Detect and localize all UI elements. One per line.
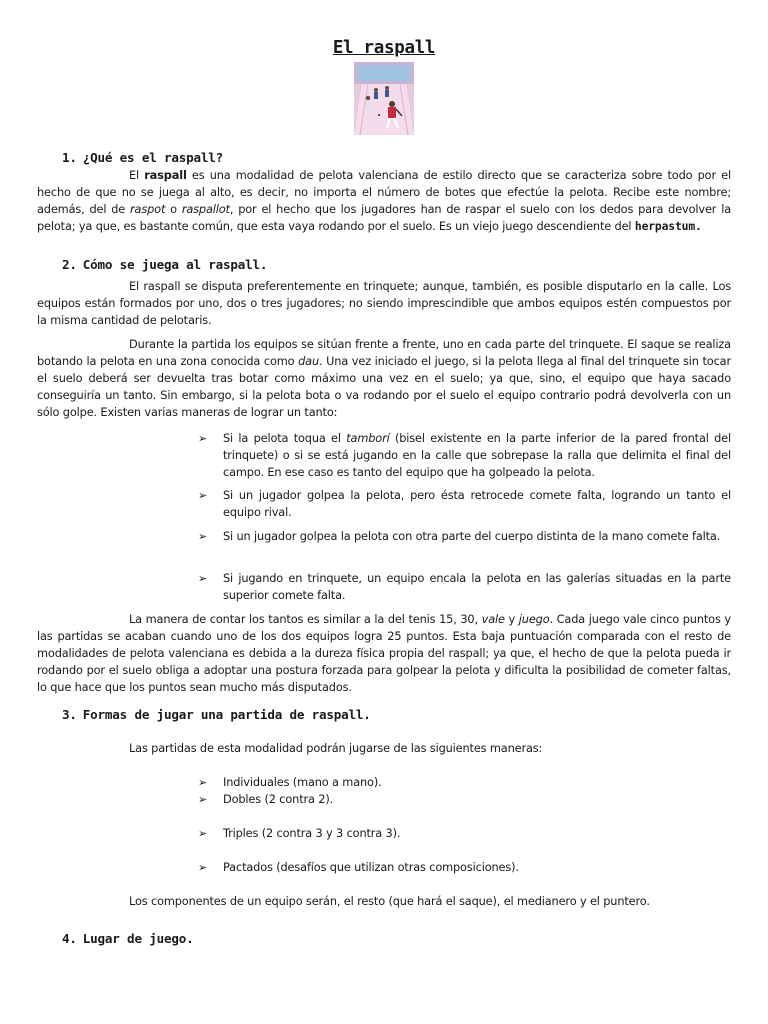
bullet-arrow-icon: ➢ (198, 572, 208, 585)
bullet-arrow-icon: ➢ (198, 793, 208, 806)
section-number: 1. (62, 150, 77, 165)
list-item: ➢ Individuales (mano a mano). (198, 775, 382, 789)
bullet-arrow-icon: ➢ (198, 827, 208, 840)
term-dau: dau (298, 354, 320, 368)
section-number: 3. (62, 707, 77, 722)
section-number: 2. (62, 257, 77, 272)
term-herpastum: herpastum. (634, 219, 702, 233)
document-title: El raspall (332, 38, 436, 58)
bullet-arrow-icon: ➢ (198, 776, 208, 789)
section-heading-2 (62, 257, 267, 272)
section-3-outro: Los componentes de un equipo serán, el resto (que hará el saque), el medianero y el puntero. (129, 894, 650, 908)
section-title: Formas de jugar una partida de raspall. (82, 707, 371, 722)
section-1-paragraph: El raspall es una modalidad de pelota valenciana de estilo directo que se caracteriza sobre todo por el hecho de que no se juega al alto, es decir, no importa el número de botes que efectúe la pelota. Recibe este nombre; además, del de raspot o raspallot, por el hecho que los jugadores han de raspar el suelo con los dedos para devolver la pelota; ya que, es bastante común, que esta vaya rodando por el suelo. Es un viejo juego descendiente del herpastum. (37, 168, 731, 233)
term-raspallot: raspallot (181, 202, 230, 216)
raspall-illustration (354, 62, 414, 135)
bullet-arrow-icon: ➢ (198, 489, 208, 502)
section-title: Cómo se juega al raspall. (82, 257, 268, 272)
list-item: ➢ Si un jugador golpea la pelota con otra parte del cuerpo distinta de la mano comete falta. (198, 529, 721, 543)
bullet-arrow-icon: ➢ (198, 432, 208, 445)
list-item: ➢ Triples (2 contra 3 y 3 contra 3). (198, 826, 401, 840)
section-title: Lugar de juego. (82, 931, 194, 946)
section-2-paragraph-3: La manera de contar los tantos es similar a la del tenis 15, 30, vale y juego. Cada juego vale cinco puntos y las partidas se acaban cuando uno de los dos equipos logra 25 puntos. Esta baja puntuación comparada con el resto de modalidades de pelota valenciana es debida a la dureza física propia del raspall; ya que, el hecho de que la pelota pueda ir rodando por el suelo obliga a adoptar una postura forzada para golpear la pelota y dificulta la posibilidad de cometer faltas, lo que hace que los puntos sean mucho más disputados. (37, 612, 731, 694)
term-raspot: raspot (130, 202, 166, 216)
term-raspall: raspall (144, 168, 187, 182)
term-vale: vale (481, 612, 505, 626)
bullet-arrow-icon: ➢ (198, 530, 208, 543)
list-item: ➢ Dobles (2 contra 2). (198, 792, 334, 806)
list-item: ➢ Si la pelota toqua el tamborí (bisel existente en la parte inferior de la pared frontal del trinquete) o si se está jugando en la calle que sobrepase la ralla que delimita el final del campo. En ese caso es tanto del equipo que ha golpeado la pelota. (198, 431, 731, 479)
list-item: ➢ Si un jugador golpea la pelota, pero ésta retrocede comete falta, logrando un tanto el equipo rival. (198, 488, 731, 519)
section-number: 4. (62, 931, 77, 946)
section-heading-3 (62, 707, 371, 722)
list-item: ➢ Pactados (desafíos que utilizan otras composiciones). (198, 860, 519, 874)
section-heading-1 (62, 150, 223, 165)
section-3-intro: Las partidas de esta modalidad podrán jugarse de las siguientes maneras: (129, 741, 543, 755)
section-2-paragraph-2: Durante la partida los equipos se sitúan frente a frente, uno en cada parte del trinquete. El saque se realiza botando la pelota en una zona conocida como dau. Una vez iniciado el juego, si la pelota llega al final del trinquete sin tocar el suelo deberá ser devuelta tras botar como máximo una vez en el suelo; ya que, sino, el equipo que haya sacado conseguiría un tanto. Sin embargo, si la pelota bota o va rodando por el suelo el equipo contrario podrá devolverla con un sólo golpe. Existen varias maneras de lograr un tanto: (37, 337, 731, 419)
list-item: ➢ Si jugando en trinquete, un equipo encala la pelota en las galerías situadas en la parte superior comete falta. (198, 571, 731, 602)
section-2-paragraph-1: El raspall se disputa preferentemente en trinquete; aunque, también, es posible disputarlo en la calle. Los equipos están formados por uno, dos o tres jugadores; no siendo imprescindible que ambos equipos estén compuestos por la misma cantidad de pelotaris. (37, 279, 731, 327)
term-tambori: tamborí (346, 431, 390, 445)
section-heading-4 (62, 931, 194, 946)
section-title: ¿Qué es el raspall? (82, 150, 224, 165)
term-juego: juego (518, 612, 550, 626)
bullet-arrow-icon: ➢ (198, 861, 208, 874)
